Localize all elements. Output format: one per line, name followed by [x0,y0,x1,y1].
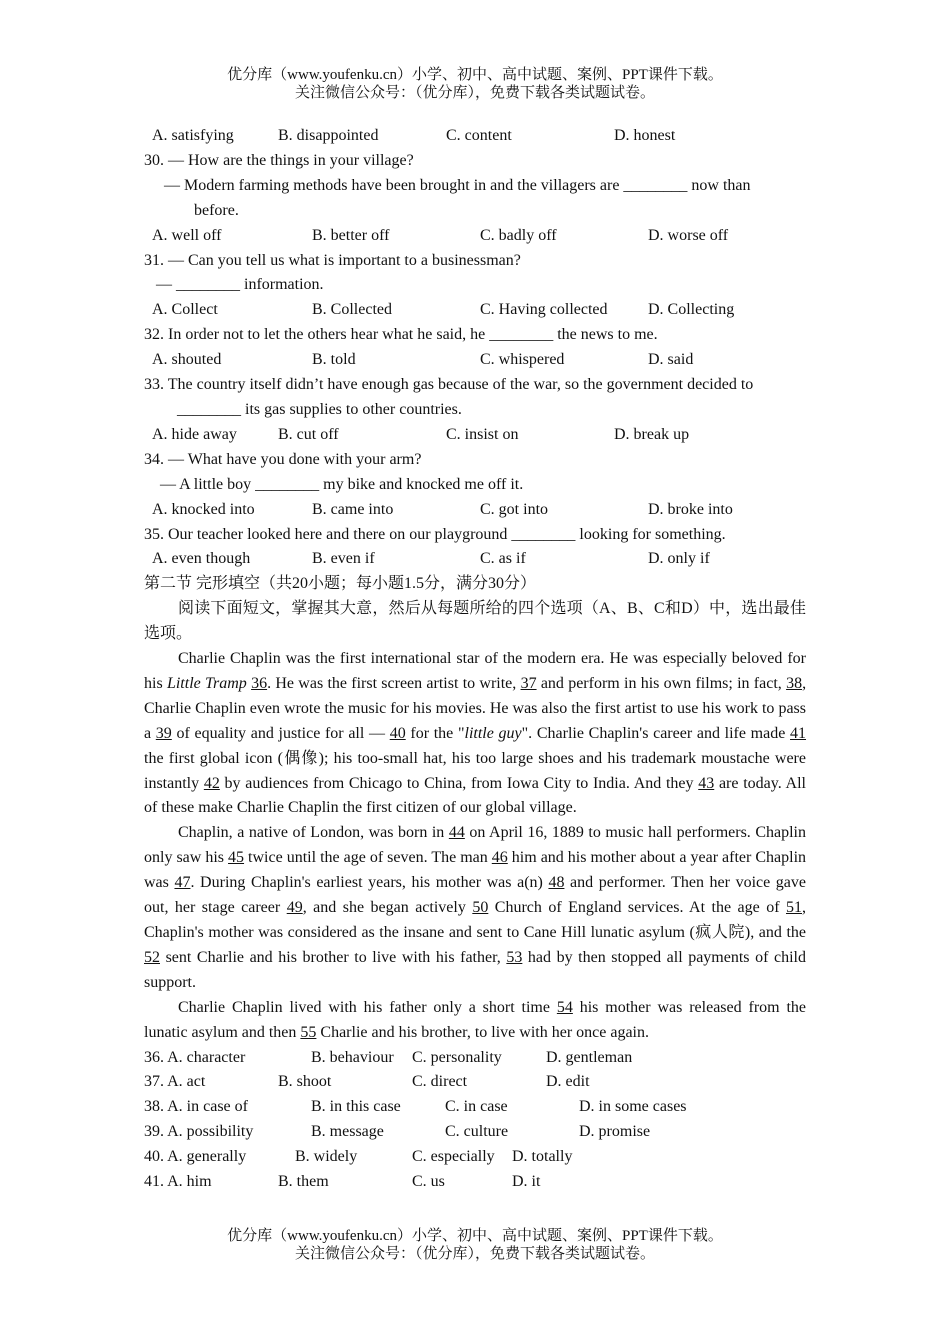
passage-text: . During Chaplin's earliest years, his mother was a(n) [190,874,549,892]
blank-36: 36 [251,674,268,692]
answer-row-40 [144,1145,806,1170]
answer-row-41 [144,1170,806,1195]
q39-option-a: 39. A. possibility [144,1123,254,1141]
q33-options [144,423,806,448]
blank-47: 47 [174,874,191,892]
blank-48: 48 [548,874,565,892]
q38-option-d: D. in some cases [579,1098,687,1116]
q31-answer-line: — ________ information. [156,276,324,294]
blank-49: 49 [286,899,303,917]
q38-option-a: 38. A. in case of [144,1098,248,1116]
q31-question: 31. — Can you tell us what is important to a businessman? [144,251,521,269]
q29-option-b: B. disappointed [278,127,379,144]
q34-option-a: A. knocked into [152,500,255,518]
passage-text: for the " [405,724,465,742]
passage-text: his mother was released from the lunatic asylum and then [144,998,807,1041]
answer-row-39 [144,1120,806,1145]
q30-question: 30. — How are the things in your village? [144,151,414,169]
passage-text: Charlie and his brother, to live with her once again. [316,1023,649,1041]
q30-answer-text: — Modern farming methods have been brought in and the villagers are ________ now than [164,176,751,194]
passage-text: on April 16, 1889 to music hall performers. Chaplin only saw his [144,824,806,867]
blank-41: 41 [790,724,807,742]
blank-39: 39 [155,724,172,742]
passage-text: . He was the first screen artist to write, [267,674,521,692]
passage-text: of equality and justice for all — [171,724,390,742]
q37-option-c: C. direct [412,1073,468,1091]
q32-option-d: D. said [648,351,694,369]
q29-option-a: A. satisfying [152,127,234,144]
q34-options [144,498,806,523]
q30-option-a: A. well off [152,226,222,244]
q30-option-b: B. better off [312,226,390,244]
q37-option-b: B. shoot [278,1073,332,1091]
q30-option-d: D. worse off [648,226,729,244]
passage-text: Charlie Chaplin lived with his father only a short time [178,998,557,1016]
q37-option-a: 37. A. act [144,1073,206,1091]
passage-text: ". Charlie Chaplin's career and life made [521,724,791,742]
q36-option-b: B. behaviour [311,1048,394,1066]
q38-option-b: B. in this case [311,1098,401,1116]
exam-content [144,124,806,1195]
passage-text: had by then stopped all payments of child support. [144,948,806,991]
section-instruction: 阅读下面短文，掌握其大意，然后从每题所给的四个选项（A、B、C和D）中，选出最佳选项。 [144,600,806,643]
q30-answer-line [144,174,806,224]
blank-37: 37 [520,674,537,692]
q30-answer-continued: before. [194,201,239,219]
q41-option-b: B. them [278,1173,329,1191]
header-line-2: 关注微信公众号：（优分库），免费下载各类试题试卷。 [294,85,655,101]
passage-text: , Charlie Chaplin even wrote the music for his movies. He was also the first artist to use his work to pass a [144,674,807,742]
q34-answer-line: — A little boy ________ my bike and knocked me off it. [160,475,524,493]
blank-40: 40 [389,724,406,742]
passage-italic-text: little guy [464,724,522,742]
q36-option-c: C. personality [412,1048,502,1066]
passage-text: him and his mother about a year after Chaplin was [144,849,807,892]
q33-question [144,373,806,423]
blank-45: 45 [228,849,245,867]
q35-option-c: C. as if [480,550,526,568]
passage-text: and perform in his own films; in fact, [536,674,787,692]
blank-51: 51 [786,899,802,917]
q33-question-continued: ________ its gas supplies to other countries. [177,400,462,418]
q41-option-a: 41. A. him [144,1173,212,1191]
q40-option-a: 40. A. generally [144,1148,247,1166]
q39-option-c: C. culture [445,1123,509,1141]
blank-42: 42 [203,774,220,792]
q31-option-b: B. Collected [312,301,392,319]
passage-text: Chaplin, a native of London, was born in [178,824,449,842]
blank-55: 55 [300,1023,317,1041]
q32-option-c: C. whispered [480,351,565,369]
blank-54: 54 [556,998,573,1016]
q41-option-d: D. it [512,1173,541,1191]
q39-option-b: B. message [311,1123,384,1141]
passage-text: Church of England services. At the age of [488,899,786,917]
q30-option-c: C. badly off [480,226,557,244]
q34-question: 34. — What have you done with your arm? [144,450,422,468]
blank-53: 53 [506,948,523,966]
q32-option-a: A. shouted [152,351,222,369]
q31-option-c: C. Having collected [480,301,608,319]
blank-52: 52 [144,948,160,966]
q37-option-d: D. edit [546,1073,590,1091]
passage-text: and performer. Then her voice gave out, her stage career [144,874,806,917]
q38-option-c: C. in case [445,1098,508,1116]
q39-option-d: D. promise [579,1123,651,1141]
q32-option-b: B. told [312,351,356,369]
passage-text: by audiences from Chicago to China, from Iowa City to India. And they [219,774,699,792]
q31-option-a: A. Collect [152,301,218,319]
q33-option-a: A. hide away [152,425,237,443]
q31-option-d: D. Collecting [648,301,735,319]
q29-option-d: D. honest [614,127,676,144]
q34-option-c: C. got into [480,500,549,518]
q36-option-a: 36. A. character [144,1048,246,1066]
passage-text: are today. All of these make Charlie Chaplin the first citizen of our global village. [144,774,806,817]
q31-options [144,298,806,323]
q33-question-text: 33. The country itself didn’t have enough gas because of the war, so the government decided to [144,376,754,394]
passage-text: twice until the age of seven. The man [244,849,492,867]
q34-option-d: D. broke into [648,500,733,518]
q40-option-b: B. widely [295,1148,358,1166]
page-footer [0,1227,950,1263]
answer-row-38 [144,1095,806,1120]
blank-43: 43 [698,774,715,792]
footer-line-2: 关注微信公众号：（优分库），免费下载各类试题试卷。 [294,1246,655,1262]
passage-paragraph-3 [144,996,806,1046]
q36-option-d: D. gentleman [546,1048,633,1066]
section-title: 第二节 完形填空（共20小题；每小题1.5分，满分30分） [144,575,537,593]
passage-text: the first global icon (偶像); his too-small hat, his too large shoes and his trademark moustache were instantly [144,749,806,792]
q30-options [144,224,806,249]
page-header [0,66,950,102]
q33-option-b: B. cut off [278,425,339,443]
q29-options [144,124,806,149]
q40-option-c: C. especially [412,1148,495,1166]
q34-option-b: B. came into [312,500,394,518]
q35-option-d: D. only if [648,550,710,568]
blank-50: 50 [472,899,489,917]
q35-options [144,547,806,572]
q35-option-a: A. even though [152,550,251,568]
q40-option-d: D. totally [512,1148,573,1166]
passage-text: , Chaplin's mother was considered as the insane and sent to Cane Hill lunatic asylum (疯人院), and the [144,899,806,941]
answer-row-36 [144,1046,806,1071]
blank-44: 44 [448,824,465,842]
answer-row-37 [144,1070,806,1095]
q41-option-c: C. us [412,1173,445,1191]
passage-paragraph-1 [144,647,806,821]
passage-paragraph-2 [144,821,806,995]
passage-text: , and she began actively [302,899,473,917]
passage-italic-text: Little Tramp [166,674,247,692]
q35-question: 35. Our teacher looked here and there on our playground ________ looking for something. [144,525,726,543]
q33-option-c: C. insist on [446,425,519,443]
footer-line-1: 优分库（www.youfenku.cn）小学、初中、高中试题、案例、PPT课件下载。 [227,1228,723,1244]
passage-text: Charlie Chaplin was the first international star of the modern era. He was especially beloved for his [144,650,806,692]
blank-38: 38 [786,674,803,692]
q29-option-c: C. content [446,127,512,144]
q33-option-d: D. break up [614,425,690,443]
blank-46: 46 [491,849,508,867]
q32-options [144,348,806,373]
passage-text: sent Charlie and his brother to live with his father, [160,948,507,966]
header-line-1: 优分库（www.youfenku.cn）小学、初中、高中试题、案例、PPT课件下载。 [227,67,723,83]
q35-option-b: B. even if [312,550,375,568]
q32-question: 32. In order not to let the others hear what he said, he ________ the news to me. [144,326,658,344]
